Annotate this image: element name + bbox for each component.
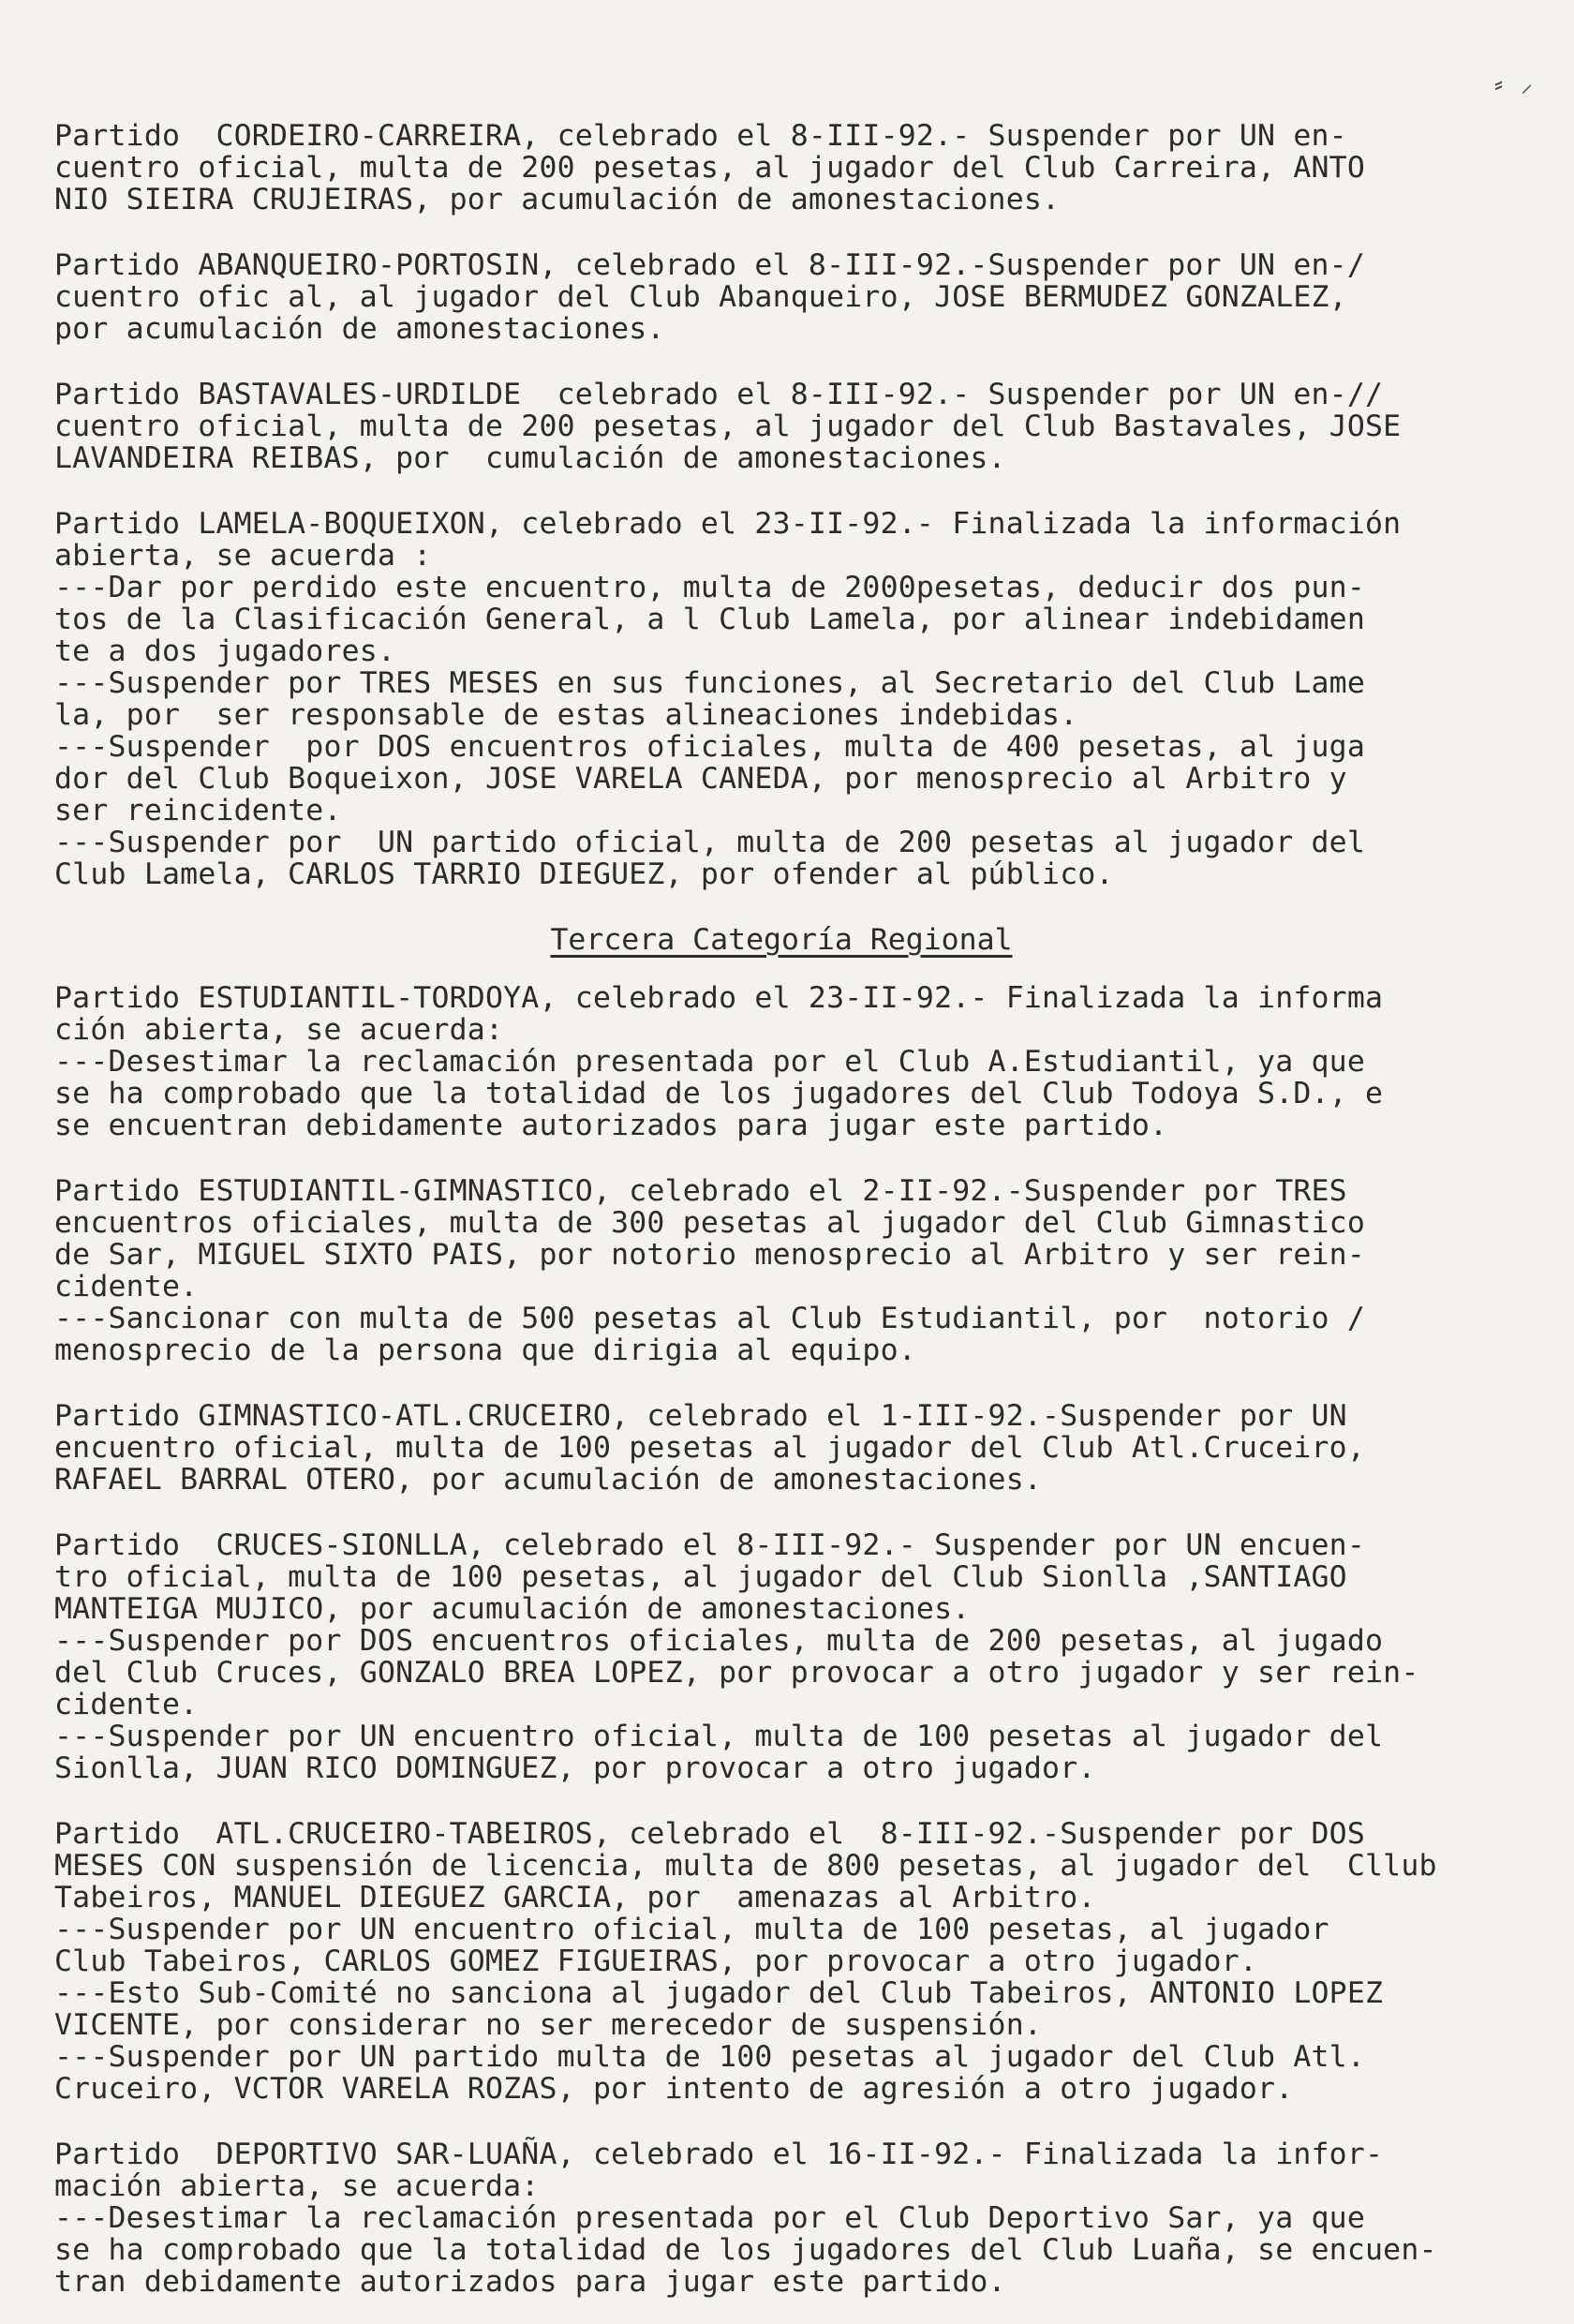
text-line: Partido DEPORTIVO SAR-LUAÑA, celebrado el 16-II-92.- Finalizada la infor- bbox=[54, 2138, 1384, 2171]
text-line: Club Lamela, CARLOS TARRIO DIEGUEZ, por ofender al público. bbox=[54, 857, 1114, 891]
entry-text bbox=[54, 508, 1508, 890]
text-line: Club Tabeiros, CARLOS GOMEZ FIGUEIRAS, por provocar a otro jugador. bbox=[54, 1944, 1258, 1978]
text-line: Partido ABANQUEIRO-PORTOSIN, celebrado el 8-III-92.-Suspender por UN en-/ bbox=[54, 248, 1366, 282]
text-line: Partido LAMELA-BOQUEIXON, celebrado el 23-II-92.- Finalizada la información bbox=[54, 507, 1402, 541]
text-line: RAFAEL BARRAL OTERO, por acumulación de amonestaciones. bbox=[54, 1463, 1043, 1497]
text-line: cuentro oficial, multa de 200 pesetas, al jugador del Club Bastavales, JOSE bbox=[54, 410, 1402, 443]
entry-text bbox=[54, 982, 1508, 1141]
text-line: ---Dar por perdido este encuentro, multa de 2000pesetas, deducir dos pun- bbox=[54, 571, 1366, 604]
text-line: menosprecio de la persona que dirigia al equipo. bbox=[54, 1333, 916, 1367]
entry-text bbox=[54, 1818, 1508, 2105]
text-line: de Sar, MIGUEL SIXTO PAIS, por notorio menosprecio al Arbitro y ser rein- bbox=[54, 1238, 1366, 1272]
text-line: ser reincidente. bbox=[54, 794, 342, 827]
text-line: NIO SIEIRA CRUJEIRAS, por acumulación de amonestaciones. bbox=[54, 183, 1061, 216]
corner-mark: ⸗ ⸝ bbox=[1491, 70, 1533, 98]
entry-text bbox=[54, 1529, 1508, 1784]
text-line: Partido ESTUDIANTIL-GIMNASTICO, celebrado el 2-II-92.-Suspender por TRES bbox=[54, 1174, 1347, 1208]
text-line: tos de la Clasificación General, a l Club Lamela, por alinear indebidamen bbox=[54, 603, 1366, 636]
text-line: Partido ATL.CRUCEIRO-TABEIROS, celebrado el 8-III-92.-Suspender por DOS bbox=[54, 1817, 1366, 1851]
text-line: Partido GIMNASTICO-ATL.CRUCEIRO, celebrado el 1-III-92.-Suspender por UN bbox=[54, 1399, 1347, 1433]
match-entry bbox=[54, 120, 1508, 216]
text-line: la, por ser responsable de estas alineaciones indebidas. bbox=[54, 698, 1078, 732]
text-line: MANTEIGA MUJICO, por acumulación de amonestaciones. bbox=[54, 1592, 971, 1626]
section-heading-text: Tercera Categoría Regional bbox=[550, 923, 1013, 957]
text-line: ---Suspender por UN encuentro oficial, multa de 100 pesetas al jugador del bbox=[54, 1720, 1384, 1753]
text-line: ---Suspender por TRES MESES en sus funciones, al Secretario del Club Lame bbox=[54, 666, 1366, 700]
text-line: se ha comprobado que la totalidad de los jugadores del Club Todoya S.D., e bbox=[54, 1077, 1384, 1110]
text-line: VICENTE, por considerar no ser merecedor de suspensión. bbox=[54, 2008, 1043, 2042]
text-line: ---Suspender por UN partido multa de 100 pesetas al jugador del Club Atl. bbox=[54, 2040, 1366, 2074]
text-line: ---Suspender por DOS encuentros oficiales, multa de 400 pesetas, al juga bbox=[54, 730, 1366, 764]
entry-text bbox=[54, 249, 1508, 345]
text-line: ---Suspender por UN encuentro oficial, multa de 100 pesetas, al jugador bbox=[54, 1913, 1329, 1946]
entry-text bbox=[54, 379, 1508, 474]
text-line: mación abierta, se acuerda: bbox=[54, 2169, 540, 2203]
text-line: tran debidamente autorizados para jugar este partido. bbox=[54, 2265, 1006, 2299]
text-line: LAVANDEIRA REIBAS, por cumulación de amonestaciones. bbox=[54, 441, 1006, 475]
match-entry bbox=[54, 1175, 1508, 1366]
text-line: Partido ESTUDIANTIL-TORDOYA, celebrado el 23-II-92.- Finalizada la informa bbox=[54, 981, 1384, 1015]
text-line: Sionlla, JUAN RICO DOMINGUEZ, por provocar a otro jugador. bbox=[54, 1751, 1096, 1785]
text-line: cidente. bbox=[54, 1688, 199, 1721]
entries-top bbox=[54, 120, 1508, 890]
entries-bottom bbox=[54, 982, 1508, 2298]
entry-text bbox=[54, 120, 1508, 216]
text-line: ---Suspender por DOS encuentros oficiales, multa de 200 pesetas, al jugado bbox=[54, 1624, 1384, 1658]
text-line: ---Suspender por UN partido oficial, multa de 200 pesetas al jugador del bbox=[54, 826, 1366, 859]
text-line: abierta, se acuerda : bbox=[54, 539, 432, 573]
entry-text bbox=[54, 1400, 1508, 1496]
text-line: ---Sancionar con multa de 500 pesetas al Club Estudiantil, por notorio / bbox=[54, 1302, 1366, 1335]
text-line: Partido CORDEIRO-CARREIRA, celebrado el 8-III-92.- Suspender por UN en- bbox=[54, 119, 1347, 153]
match-entry bbox=[54, 2138, 1508, 2298]
text-line: tro oficial, multa de 100 pesetas, al jugador del Club Sionlla ,SANTIAGO bbox=[54, 1560, 1347, 1594]
text-line: Partido BASTAVALES-URDILDE celebrado el 8-III-92.- Suspender por UN en-// bbox=[54, 378, 1384, 411]
match-entry bbox=[54, 982, 1508, 1141]
text-line: cidente. bbox=[54, 1270, 199, 1304]
text-line: por acumulación de amonestaciones. bbox=[54, 312, 665, 346]
text-line: cuentro oficial, multa de 200 pesetas, al jugador del Club Carreira, ANTO bbox=[54, 151, 1366, 185]
text-line: Cruceiro, VCTOR VARELA ROZAS, por intento de agresión a otro jugador. bbox=[54, 2072, 1294, 2106]
section-heading bbox=[54, 924, 1508, 956]
text-line: ---Esto Sub-Comité no sanciona al jugador del Club Tabeiros, ANTONIO LOPEZ bbox=[54, 1976, 1384, 2010]
text-line: encuentro oficial, multa de 100 pesetas al jugador del Club Atl.Cruceiro, bbox=[54, 1431, 1366, 1465]
text-line: encuentros oficiales, multa de 300 pesetas al jugador del Club Gimnastico bbox=[54, 1206, 1366, 1240]
text-line: ción abierta, se acuerda: bbox=[54, 1013, 504, 1047]
match-entry bbox=[54, 508, 1508, 890]
text-line: ---Desestimar la reclamación presentada por el Club Deportivo Sar, ya que bbox=[54, 2201, 1366, 2235]
text-line: MESES CON suspensión de licencia, multa de 800 pesetas, al jugador del Cllub bbox=[54, 1849, 1437, 1883]
entry-text bbox=[54, 1175, 1508, 1366]
match-entry bbox=[54, 249, 1508, 345]
text-line: cuentro ofic al, al jugador del Club Abanqueiro, JOSE BERMUDEZ GONZALEZ, bbox=[54, 280, 1347, 314]
text-line: del Club Cruces, GONZALO BREA LOPEZ, por provocar a otro jugador y ser rein- bbox=[54, 1656, 1419, 1690]
text-line: te a dos jugadores. bbox=[54, 634, 396, 668]
text-line: Partido CRUCES-SIONLLA, celebrado el 8-III-92.- Suspender por UN encuen- bbox=[54, 1528, 1366, 1562]
text-line: se encuentran debidamente autorizados para jugar este partido. bbox=[54, 1109, 1168, 1142]
match-entry bbox=[54, 1818, 1508, 2105]
text-line: se ha comprobado que la totalidad de los jugadores del Club Luaña, se encuen- bbox=[54, 2233, 1437, 2267]
text-line: Tabeiros, MANUEL DIEGUEZ GARCIA, por amenazas al Arbitro. bbox=[54, 1881, 1096, 1914]
match-entry bbox=[54, 1400, 1508, 1496]
match-entry bbox=[54, 1529, 1508, 1784]
text-line: dor del Club Boqueixon, JOSE VARELA CANEDA, por menosprecio al Arbitro y bbox=[54, 762, 1347, 796]
match-entry bbox=[54, 379, 1508, 474]
text-line: ---Desestimar la reclamación presentada por el Club A.Estudiantil, ya que bbox=[54, 1045, 1366, 1079]
entry-text bbox=[54, 2138, 1508, 2298]
